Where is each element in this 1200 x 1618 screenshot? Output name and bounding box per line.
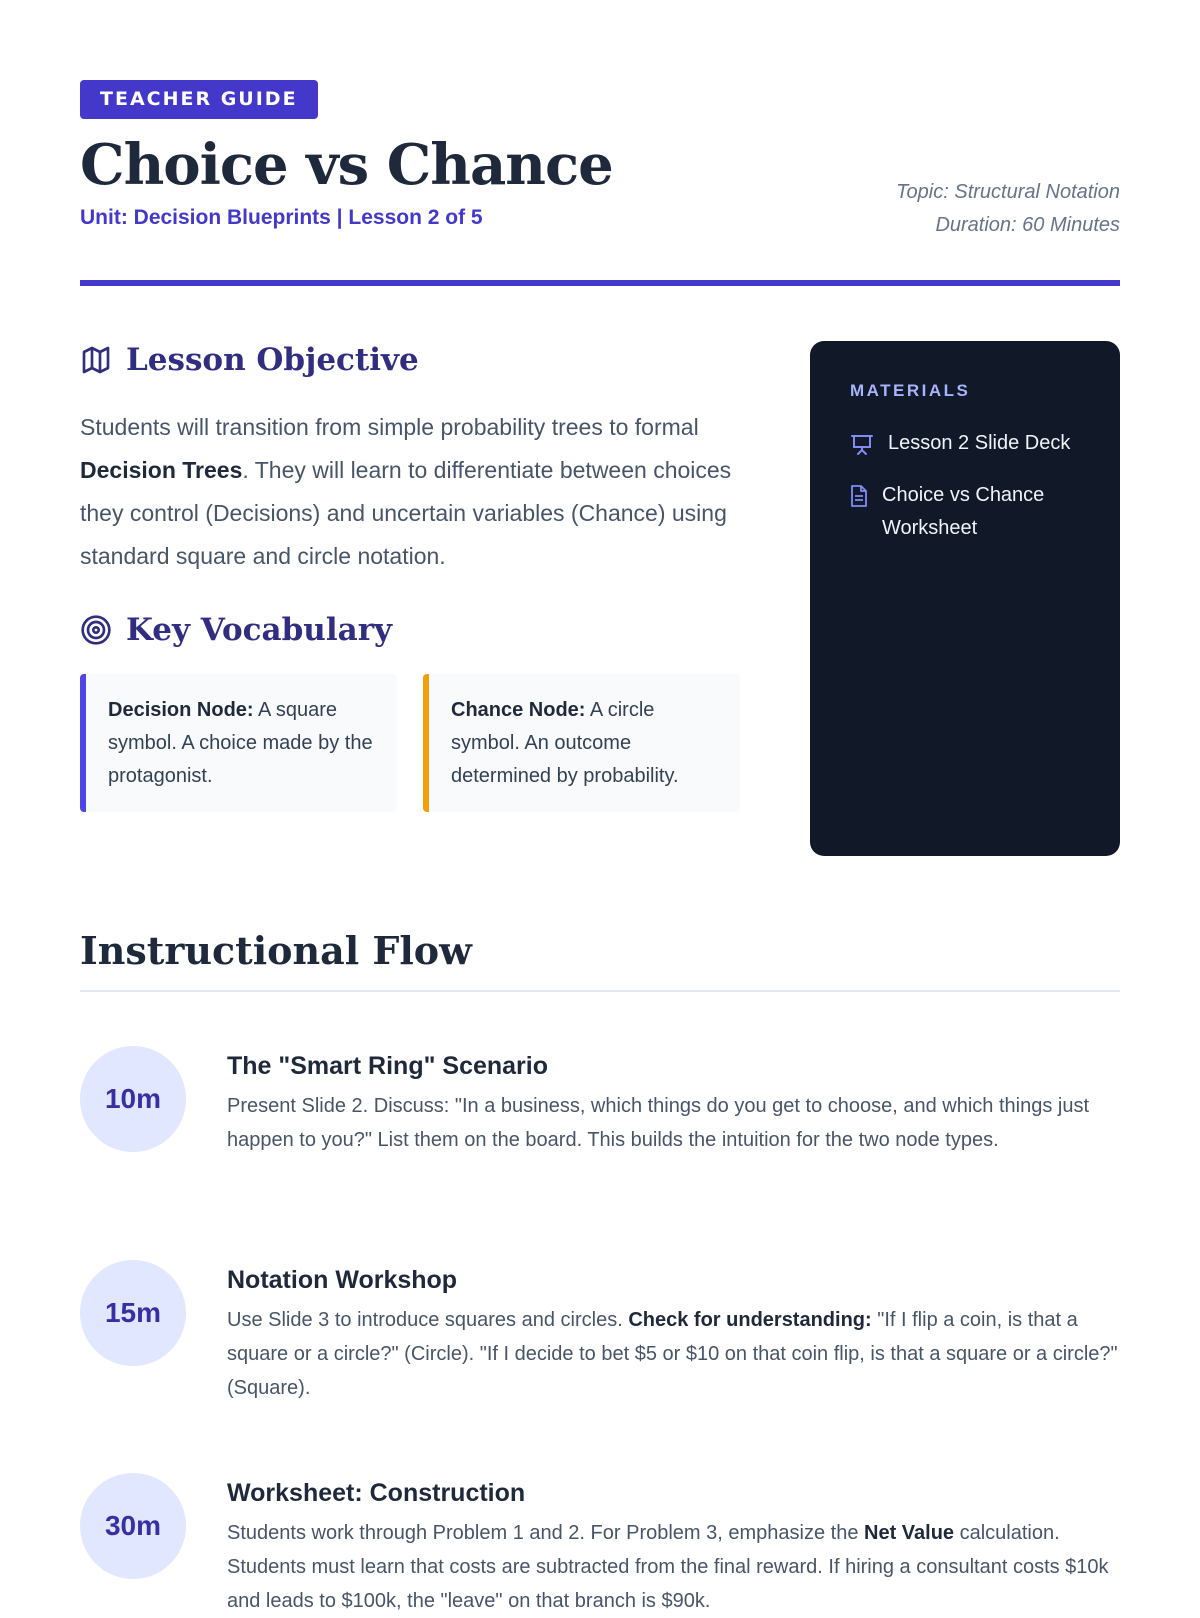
teacher-guide-badge: TEACHER GUIDE bbox=[80, 80, 318, 119]
material-item-slide-deck[interactable] bbox=[850, 427, 1082, 460]
vocab-card-chance-node bbox=[423, 674, 740, 812]
step-duration-badge: 10m bbox=[80, 1046, 186, 1152]
flow-divider bbox=[80, 990, 1120, 992]
check-understanding-label: Check for understanding: bbox=[628, 1309, 872, 1331]
objective-text: Students will transition from simple probability trees to formal Decision Trees. They will learn to differentiate between choices they control (Decisions) and uncertain variables (Chance) using standard square and circle notation. bbox=[80, 414, 732, 569]
net-value-term: Net Value bbox=[864, 1522, 955, 1544]
flow-heading: Instructional Flow bbox=[80, 928, 472, 973]
vocab-definition: A circle symbol. An outcome determined by probability. bbox=[451, 699, 679, 787]
document-icon bbox=[850, 485, 868, 507]
step-body bbox=[227, 1052, 1120, 1157]
header-divider bbox=[80, 280, 1120, 286]
step-title: Worksheet: Construction bbox=[227, 1479, 526, 1507]
step-text: Use Slide 3 to introduce squares and circles. Check for understanding: "If I flip a coin, is that a square or a circle?" (Circle). "If I decide to bet $5 or $10 on that coin flip, is that a square or a circle?" (Square). bbox=[227, 1309, 1118, 1399]
topic-text: Topic: Structural Notation bbox=[896, 181, 1120, 203]
step-body bbox=[227, 1479, 1120, 1618]
vocab-term: Decision Node: bbox=[108, 699, 254, 721]
left-column bbox=[80, 342, 740, 812]
material-label: Lesson 2 Slide Deck bbox=[888, 432, 1071, 454]
duration-text: Duration: 60 Minutes bbox=[935, 214, 1120, 236]
vocab-term: Chance Node: bbox=[451, 699, 586, 721]
target-icon bbox=[80, 614, 112, 646]
materials-label: MATERIALS bbox=[850, 381, 971, 400]
step-title: Notation Workshop bbox=[227, 1266, 458, 1294]
page-header bbox=[80, 80, 1120, 236]
step-duration-badge: 30m bbox=[80, 1473, 186, 1579]
step-body bbox=[227, 1266, 1120, 1405]
step-duration-badge: 15m bbox=[80, 1260, 186, 1366]
material-label: Choice vs Chance Worksheet bbox=[882, 484, 1045, 539]
step-text: Students work through Problem 1 and 2. For Problem 3, emphasize the Net Value calculation. Students must learn that costs are subtracted from the final reward. If hiring a consultant costs $10k and leads to $100k, the "leave" on that branch is $90k. bbox=[227, 1522, 1109, 1612]
vocab-card-decision-node bbox=[80, 674, 397, 812]
vocabulary-cards bbox=[80, 674, 740, 812]
vocabulary-heading-text: Key Vocabulary bbox=[126, 612, 393, 648]
vocabulary-heading bbox=[80, 612, 740, 648]
unit-lesson-line: Unit: Decision Blueprints | Lesson 2 of 5 bbox=[80, 206, 483, 229]
material-item-worksheet[interactable] bbox=[850, 479, 1082, 545]
materials-panel bbox=[810, 341, 1120, 856]
materials-list bbox=[850, 427, 1082, 545]
objective-heading bbox=[80, 342, 740, 378]
lesson-meta bbox=[896, 176, 1120, 242]
step-title: The "Smart Ring" Scenario bbox=[227, 1052, 548, 1080]
decision-trees-term: Decision Trees bbox=[80, 457, 243, 483]
step-text: Present Slide 2. Discuss: "In a business, which things do you get to choose, and which things just happen to you?" List them on the board. This builds the intuition for the two node types. bbox=[227, 1095, 1090, 1151]
presentation-icon bbox=[850, 433, 874, 457]
objective-heading-text: Lesson Objective bbox=[126, 342, 419, 378]
page-title: Choice vs Chance bbox=[80, 132, 613, 198]
lesson-page bbox=[80, 80, 1120, 1612]
map-icon bbox=[80, 344, 112, 376]
vocab-definition: A square symbol. A choice made by the protagonist. bbox=[108, 699, 373, 787]
